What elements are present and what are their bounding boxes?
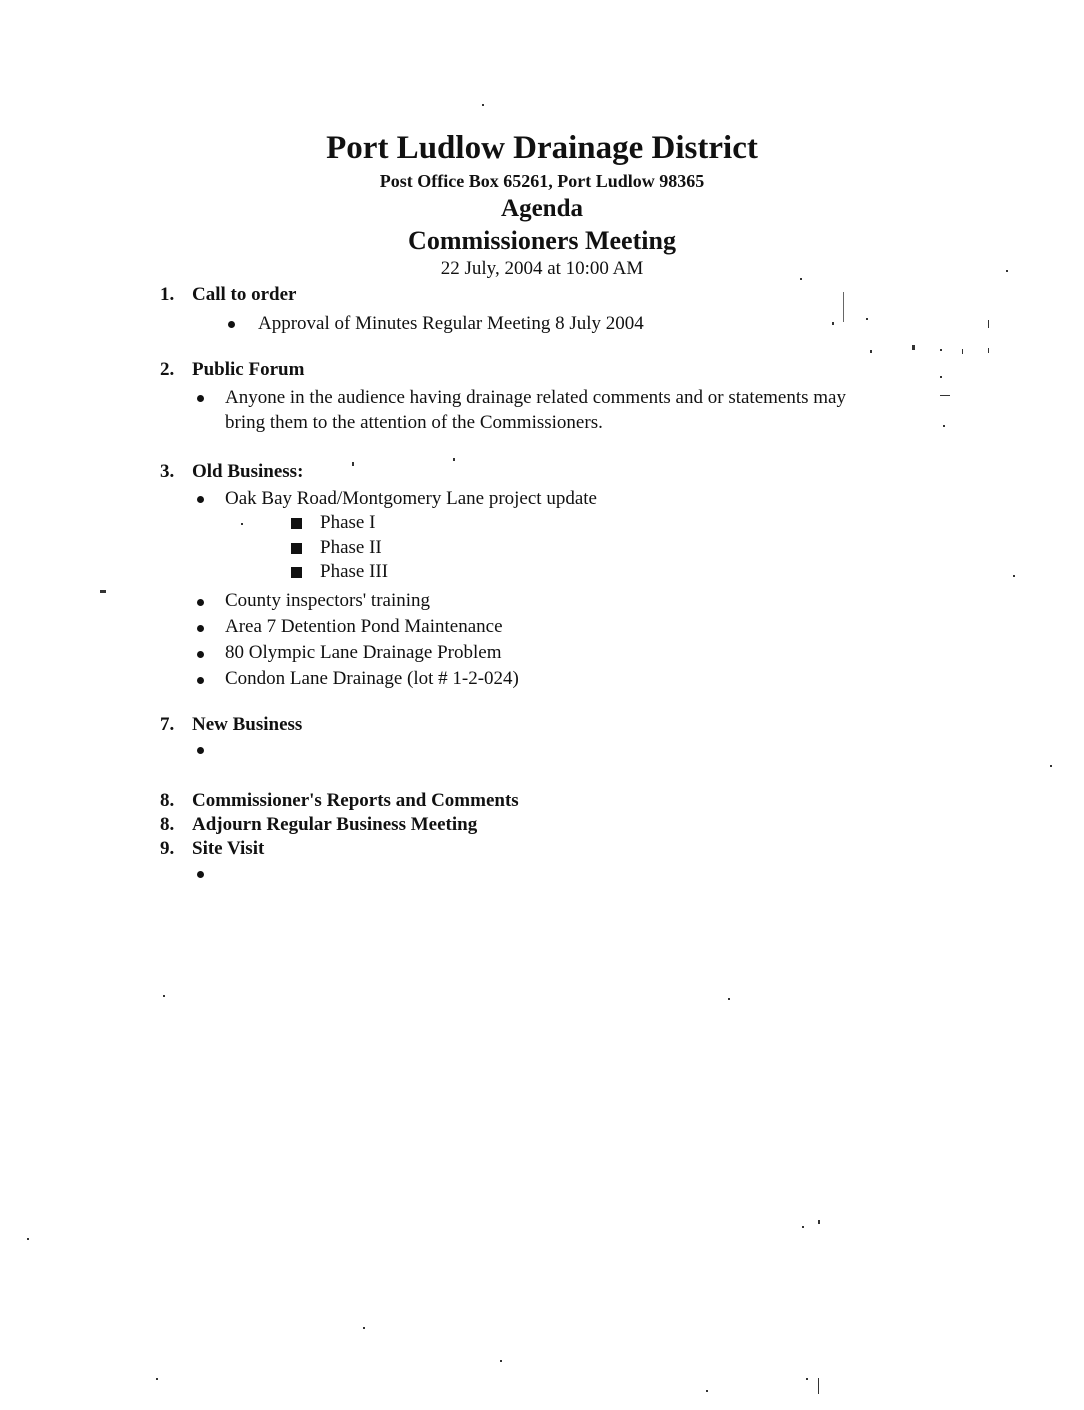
scan-speck	[482, 104, 484, 106]
sub-list-item	[160, 560, 597, 585]
scan-speck	[843, 292, 844, 322]
section-new-business	[160, 713, 302, 763]
section-heading	[160, 713, 302, 737]
section-heading	[160, 837, 264, 861]
scan-speck	[163, 995, 165, 997]
section-title: New Business	[192, 714, 303, 735]
section-heading	[160, 283, 644, 307]
empty-list-item	[160, 861, 264, 887]
section-title: Old Business:	[192, 461, 304, 482]
org-title: Port Ludlow Drainage District	[326, 130, 758, 166]
scan-speck	[156, 1378, 158, 1380]
section-heading	[160, 813, 477, 837]
scan-speck	[500, 1360, 502, 1362]
scan-speck	[241, 523, 243, 525]
list-item	[160, 385, 945, 435]
list-item-text: Condon Lane Drainage (lot # 1-2-024)	[225, 667, 519, 689]
bullet-icon	[197, 677, 204, 684]
scan-speck	[802, 1226, 804, 1228]
sub-list-item-text: Phase II	[320, 536, 382, 558]
scan-speck	[866, 318, 868, 320]
section-title: Public Forum	[192, 359, 305, 380]
bullet-icon	[197, 625, 204, 632]
bullet-icon	[197, 395, 204, 402]
bullet-icon	[228, 321, 235, 328]
bullet-icon	[197, 599, 204, 606]
list-item-text: Approval of Minutes Regular Meeting 8 July 2004	[258, 313, 644, 334]
scan-speck	[818, 1378, 819, 1394]
scan-speck	[352, 462, 354, 466]
sub-list-item	[160, 511, 597, 536]
list-item-text: Area 7 Detention Pond Maintenance	[225, 615, 503, 637]
list-item	[160, 588, 597, 614]
list-item-text-continued: bring them to the attention of the Commissioners.	[225, 412, 603, 433]
org-address: Post Office Box 65261, Port Ludlow 98365	[379, 171, 705, 191]
scan-speck	[706, 1390, 708, 1392]
scan-speck	[943, 425, 945, 427]
scan-speck	[1013, 575, 1015, 577]
scan-speck	[818, 1220, 820, 1224]
list-item	[160, 666, 597, 692]
sub-list-item-text: Phase III	[320, 561, 389, 582]
scan-speck	[870, 350, 872, 353]
section-number: 8.	[160, 814, 175, 835]
section-number: 1.	[160, 284, 175, 305]
sub-list-item	[160, 536, 597, 561]
section-heading	[160, 789, 519, 813]
section-number: 2.	[160, 359, 175, 380]
scan-speck	[962, 349, 963, 354]
bullet-icon	[197, 747, 204, 754]
scan-speck	[800, 278, 802, 280]
scan-speck	[806, 1378, 808, 1380]
scan-speck	[940, 376, 942, 378]
list-item	[160, 486, 597, 511]
scan-speck	[363, 1327, 365, 1329]
scan-speck	[912, 345, 915, 350]
section-title: Site Visit	[192, 838, 265, 859]
square-bullet-icon	[291, 518, 302, 529]
section-title: Adjourn Regular Business Meeting	[192, 814, 478, 835]
section-number: 3.	[160, 461, 175, 482]
list-item	[160, 640, 597, 666]
agenda-heading: Agenda	[501, 195, 583, 222]
scan-speck	[832, 322, 834, 325]
list-item-text: Oak Bay Road/Montgomery Lane project update	[225, 488, 597, 509]
scan-speck	[1050, 765, 1052, 767]
section-heading	[160, 358, 945, 382]
section-heading	[160, 460, 597, 484]
meeting-title: Commissioners Meeting	[408, 226, 676, 255]
section-call-to-order	[160, 283, 644, 336]
sub-list-item-text: Phase I	[320, 512, 376, 533]
section-number: 9.	[160, 838, 175, 859]
scan-speck	[940, 349, 942, 351]
section-number: 8.	[160, 790, 175, 811]
square-bullet-icon	[291, 567, 302, 578]
section-number: 7.	[160, 714, 175, 735]
bullet-icon	[197, 871, 204, 878]
list-item-text: County inspectors' training	[225, 589, 431, 611]
section-title: Call to order	[192, 284, 297, 305]
section-old-business	[160, 460, 597, 692]
scan-speck	[100, 590, 106, 593]
list-item-text: Anyone in the audience having drainage related comments and or statements may	[225, 387, 846, 408]
scan-speck	[728, 998, 730, 1000]
empty-list-item	[160, 737, 302, 763]
scan-speck	[940, 395, 950, 396]
list-item	[160, 311, 644, 336]
scan-speck	[453, 458, 455, 461]
scan-speck	[1006, 270, 1008, 272]
section-title: Commissioner's Reports and Comments	[192, 790, 519, 811]
meeting-date: 22 July, 2004 at 10:00 AM	[440, 258, 644, 279]
section-commissioner-reports	[160, 789, 519, 813]
bullet-icon	[197, 651, 204, 658]
list-item	[160, 614, 597, 640]
square-bullet-icon	[291, 543, 302, 554]
scan-speck	[988, 320, 989, 328]
scan-speck	[27, 1238, 29, 1240]
section-site-visit	[160, 837, 264, 887]
bullet-icon	[197, 496, 204, 503]
section-adjourn	[160, 813, 477, 837]
list-item-text: 80 Olympic Lane Drainage Problem	[225, 641, 502, 663]
section-public-forum	[160, 358, 945, 435]
scan-speck	[988, 348, 989, 353]
document-header	[0, 126, 1084, 281]
